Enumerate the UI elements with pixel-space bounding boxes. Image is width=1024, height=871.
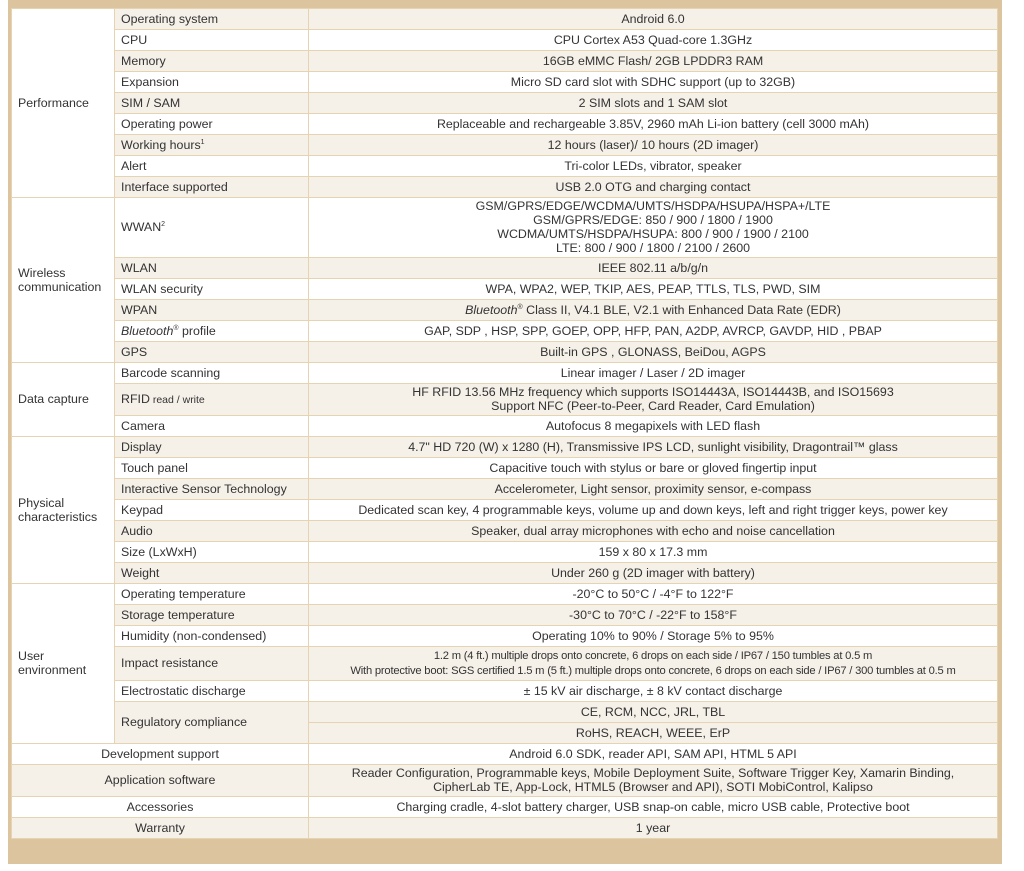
table-row [12,363,998,384]
row-label [115,114,309,135]
value-line: Autofocus 8 megapixels with LED flash [545,418,761,433]
value-line: Android 6.0 [621,11,685,26]
label-text: WWAN [121,220,162,234]
table-row [12,384,998,416]
row-label [115,479,309,500]
row-label [115,93,309,114]
label-text: Display [121,439,162,454]
row-label [115,258,309,279]
value-line: Operating 10% to 90% / Storage 5% to 95% [532,628,774,643]
label-text: Weight [121,565,160,580]
row-label [115,321,309,342]
category-label: Data capture [12,363,115,437]
row-value [309,626,998,647]
row-value [309,363,998,384]
label-text: profile [178,323,216,338]
table-row [12,797,998,818]
value-line: HF RFID 13.56 MHz frequency which supports ISO14443A, ISO14443B, and ISO15693 [412,385,894,399]
row-label [115,135,309,156]
label-text: Operating power [121,116,213,131]
label-text: Impact resistance [121,656,219,670]
value-line: Capacitive touch with stylus or bare or gloved fingertip input [489,460,817,475]
row-value [309,384,998,416]
table-row [12,300,998,321]
table-row [12,416,998,437]
value-line: -20°C to 50°C / -4°F to 122°F [572,586,734,601]
table-row [12,51,998,72]
label-text: Storage temperature [121,607,235,622]
row-value [309,765,998,797]
table-row [12,258,998,279]
table-row [12,818,998,839]
value-line: Replaceable and rechargeable 3.85V, 2960 mAh Li-ion battery (cell 3000 mAh) [436,116,870,131]
label-text: Working hours [121,137,201,152]
row-value [309,72,998,93]
category-label: Physical characteristics [12,437,115,584]
row-value [309,500,998,521]
value-line: -30°C to 70°C / -22°F to 158°F [569,607,737,622]
row-value [309,702,998,723]
label-text: Touch panel [121,460,188,475]
footnote-marker: 2 [161,220,166,228]
label-note: read / write [149,393,205,406]
value-line: Android 6.0 SDK, reader API, SAM API, HTML 5 API [509,746,797,761]
row-value [309,681,998,702]
row-value [309,437,998,458]
value-line: Accelerometer, Light sensor, proximity sensor, e-compass [494,481,812,496]
row-label [115,437,309,458]
row-label [115,279,309,300]
value-line: GAP, SDP , HSP, SPP, GOEP, OPP, HFP, PAN, A2DP, AVRCP, GAVDP, HID , PBAP [424,323,882,338]
value-line: Dedicated scan key, 4 programmable keys, volume up and down keys, left and right trigger keys, power key [358,502,948,517]
label-italic: Bluetooth [121,323,174,338]
label-text: Alert [121,158,147,173]
row-value [309,563,998,584]
row-value [309,744,998,765]
row-value [309,458,998,479]
table-row [12,177,998,198]
table-row [12,681,998,702]
row-label: Accessories [12,797,309,818]
row-value [309,135,998,156]
row-label [115,156,309,177]
table-row [12,9,998,30]
label-text: Memory [121,53,166,68]
row-value [309,198,998,258]
row-label [115,681,309,702]
value-line: WCDMA/UMTS/HSDPA/HSUPA: 800 / 900 / 1900 / 2100 [497,227,809,241]
label-text: CPU [121,32,148,47]
value-line: Linear imager / Laser / 2D imager [560,365,746,380]
row-label [115,384,309,416]
label-text: GPS [121,344,148,359]
row-label [115,9,309,30]
row-label [115,563,309,584]
label-sup: ® [173,324,179,332]
row-label [115,30,309,51]
value-line: GSM/GPRS/EDGE/WCDMA/UMTS/HSDPA/HSUPA/HSPA+/LTE [475,199,831,213]
table-row [12,584,998,605]
value-line: 16GB eMMC Flash/ 2GB LPDDR3 RAM [542,53,764,68]
row-value [309,156,998,177]
label-text: SIM / SAM [121,95,181,110]
table-row [12,342,998,363]
value-line: ± 15 kV air discharge, ± 8 kV contact discharge [523,683,783,698]
label-text: Operating system [121,11,219,26]
row-value [309,542,998,563]
label-text: Regulatory compliance [121,715,248,729]
label-text: Barcode scanning [121,365,221,380]
row-value [309,51,998,72]
value-line: Speaker, dual array microphones with echo and noise cancellation [471,523,835,538]
row-value [309,177,998,198]
label-text: RFID [121,391,150,406]
value-line: Built-in GPS , GLONASS, BeiDou, AGPS [540,344,766,359]
value-line: GSM/GPRS/EDGE: 850 / 900 / 1800 / 1900 [533,213,773,227]
value-line: With protective boot: SGS certified 1.5 m (5 ft.) multiple drops onto concrete, 6 drops on each side / IP67 / 300 tumbles at 0.5 m [350,665,956,677]
row-label [115,342,309,363]
table-row [12,479,998,500]
value-line: 1.2 m (4 ft.) multiple drops onto concrete, 6 drops on each side / IP67 / 150 tumbles at 0.5 m [433,650,873,662]
value-line: LTE: 800 / 900 / 1800 / 2100 / 2600 [555,241,751,255]
value-line: Micro SD card slot with SDHC support (up to 32GB) [510,74,796,89]
label-text: WPAN [121,302,158,317]
value-line: 1 year [635,820,671,835]
table-row [12,198,998,258]
row-value [309,321,998,342]
label-text: Electrostatic discharge [121,683,246,698]
label-text: Audio [121,523,153,538]
row-label [115,542,309,563]
row-value [309,647,998,681]
value-line: CE, RCM, NCC, JRL, TBL [580,704,726,719]
value-line: USB 2.0 OTG and charging contact [555,179,751,194]
row-value [309,342,998,363]
row-label [115,521,309,542]
table-row [12,605,998,626]
label-text: WLAN security [121,281,203,296]
row-label [115,702,309,744]
label-text: Keypad [121,502,164,517]
table-row [12,114,998,135]
row-label: Application software [12,765,309,797]
label-text: Humidity (non-condensed) [121,628,267,643]
value-line: CipherLab TE, App-Lock, HTML5 (Browser and API), SOTI MobiControl, Kalipso [433,780,873,794]
value-line: Support NFC (Peer-to-Peer, Card Reader, Card Emulation) [491,399,815,413]
row-value [309,300,998,321]
value-italic: Bluetooth [465,302,518,317]
row-value [309,723,998,744]
row-value [309,818,998,839]
table-row [12,135,998,156]
table-row [12,437,998,458]
table-row [12,279,998,300]
table-row [12,626,998,647]
row-label [115,500,309,521]
row-label [115,458,309,479]
row-label: Warranty [12,818,309,839]
value-line: 159 x 80 x 17.3 mm [598,544,708,559]
value-line: Class II, V4.1 BLE, V2.1 with Enhanced Data Rate (EDR) [522,302,841,317]
category-label: User environment [12,584,115,744]
value-line: Charging cradle, 4-slot battery charger, USB snap-on cable, micro USB cable, Protective boot [396,799,910,814]
value-line: Under 260 g (2D imager with battery) [551,565,755,580]
table-row [12,765,998,797]
label-text: Interface supported [121,179,228,194]
row-label [115,177,309,198]
table-row [12,30,998,51]
table-row [12,321,998,342]
value-line: WPA, WPA2, WEP, TKIP, AES, PEAP, TTLS, TLS, PWD, SIM [485,281,821,296]
value-sup: ® [517,303,523,311]
row-value [309,605,998,626]
value-line: RoHS, REACH, WEEE, ErP [575,725,731,740]
row-label [115,363,309,384]
label-text: Interactive Sensor Technology [121,481,287,496]
row-label [115,416,309,437]
category-label: Wireless communication [12,198,115,363]
row-label: Development support [12,744,309,765]
row-value [309,584,998,605]
table-row [12,542,998,563]
value-line: 12 hours (laser)/ 10 hours (2D imager) [547,137,759,152]
table-row [12,521,998,542]
category-label: Performance [12,9,115,198]
row-value [309,279,998,300]
table-row [12,93,998,114]
label-text: Operating temperature [121,586,246,601]
row-value [309,416,998,437]
row-value [309,30,998,51]
row-label [115,72,309,93]
value-line: 2 SIM slots and 1 SAM slot [578,95,728,110]
row-value [309,479,998,500]
label-text: Size (LxWxH) [121,544,197,559]
value-line: 4.7" HD 720 (W) x 1280 (H), Transmissive IPS LCD, sunlight visibility, Dragontrail™ glass [408,439,898,454]
value-line: CPU Cortex A53 Quad-core 1.3GHz [553,32,753,47]
row-label [115,51,309,72]
table-row [12,458,998,479]
label-text: Expansion [121,74,179,89]
row-value [309,114,998,135]
row-label [115,300,309,321]
value-line: Tri-color LEDs, vibrator, speaker [564,158,742,173]
row-value [309,9,998,30]
row-value [309,797,998,818]
spec-table [11,8,998,839]
row-value [309,521,998,542]
value-line: Reader Configuration, Programmable keys, Mobile Deployment Suite, Software Trigger Key, Xamarin Binding, [351,766,955,780]
table-row [12,702,998,723]
table-row [12,156,998,177]
label-text: Camera [121,418,166,433]
row-label [115,198,309,258]
footnote-marker: 1 [200,138,205,146]
table-row [12,744,998,765]
row-value [309,93,998,114]
value-line: IEEE 802.11 a/b/g/n [598,260,708,275]
row-label [115,626,309,647]
row-label [115,584,309,605]
row-value [309,258,998,279]
table-row [12,72,998,93]
spec-table-frame [8,0,1002,864]
table-row [12,647,998,681]
table-row [12,500,998,521]
row-label [115,605,309,626]
table-row [12,563,998,584]
label-text: WLAN [121,260,157,275]
row-label [115,647,309,681]
